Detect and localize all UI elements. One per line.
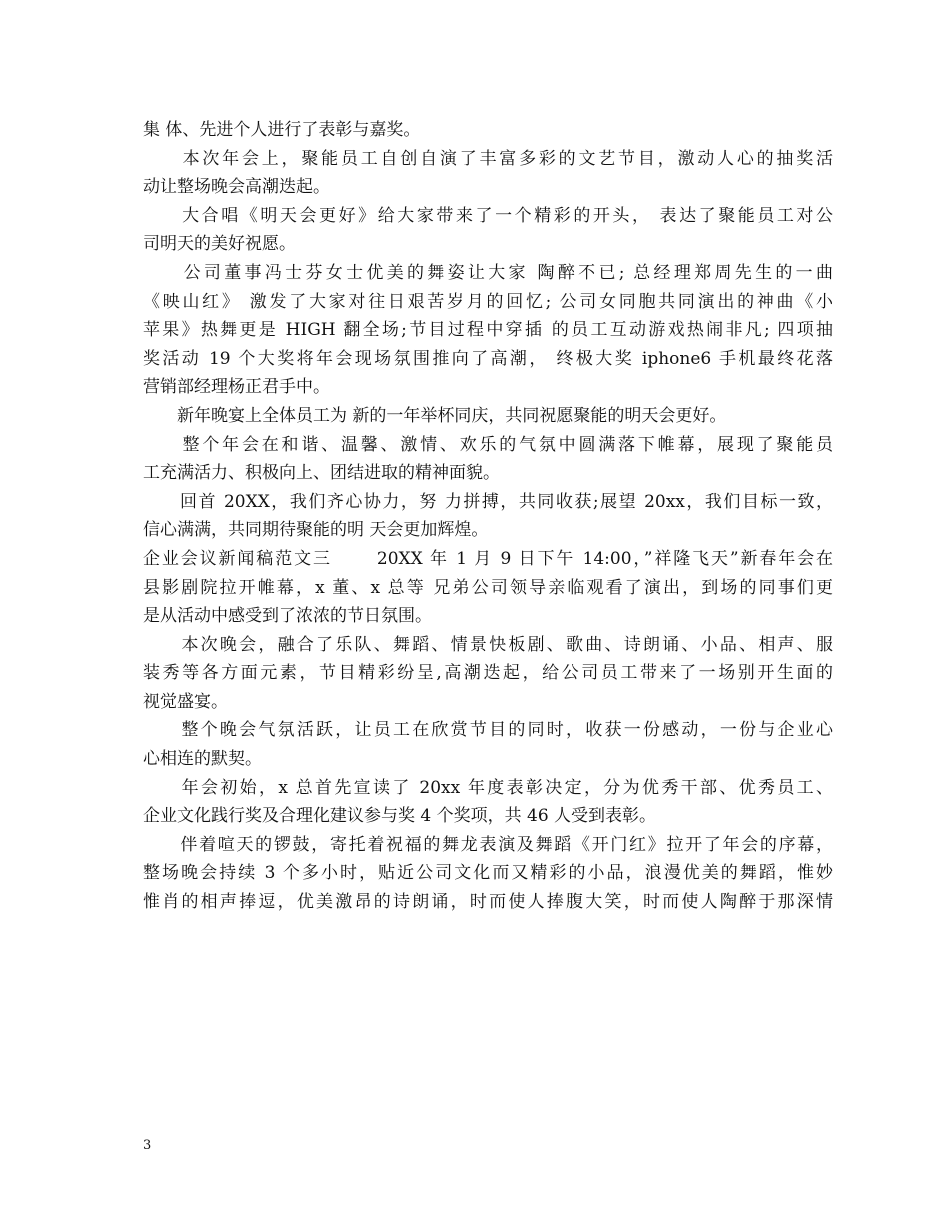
text-line: 回首 20XX，我们齐心协力，努 力拼搏，共同收获;展望 20xx，我们目标一致，: [143, 491, 833, 512]
text-line: 公司董事冯士芬女士优美的舞姿让大家 陶醉不已; 总经理郑周先生的一曲: [143, 262, 833, 283]
text-line: 视觉盛宴。: [143, 691, 228, 712]
text-line: 营销部经理杨正君手中。: [143, 377, 330, 398]
text-line: 信心满满，共同期待聚能的明 天会更加辉煌。: [143, 520, 489, 541]
text-line: 年会初始，x 总首先宣读了 20xx 年度表彰决定，分为优秀干部、优秀员工、: [143, 777, 833, 798]
text-line: 惟肖的相声捧逗，优美激昂的诗朗诵，时而使人捧腹大笑，时而使人陶醉于那深情: [143, 892, 833, 913]
text-line: 心相连的默契。: [143, 749, 262, 770]
text-line: 企业文化践行奖及合理化建议参与奖 4 个奖项，共 46 人受到表彰。: [143, 806, 657, 827]
text-line: 伴着喧天的锣鼓，寄托着祝福的舞龙表演及舞蹈《开门红》拉开了年会的序幕，: [143, 834, 833, 855]
text-line: 本次晚会，融合了乐队、舞蹈、情景快板剧、歌曲、诗朗诵、小品、相声、服: [143, 634, 833, 655]
text-line: 《映山红》 激发了大家对往日艰苦岁月的回忆; 公司女同胞共同演出的神曲《小: [143, 291, 833, 312]
text-line: 企业会议新闻稿范文三 20XX 年 1 月 9 日下午 14:00，”祥隆飞天”新春年会在: [143, 548, 833, 569]
text-line: 苹果》热舞更是 HIGH 翻全场;节目过程中穿插 的员工互动游戏热闹非凡; 四项抽: [143, 320, 833, 341]
text-line: 装秀等各方面元素，节目精彩纷呈,高潮迭起，给公司员工带来了一场别开生面的: [143, 663, 833, 684]
text-line: 整场晚会持续 3 个多小时，贴近公司文化而又精彩的小品，浪漫优美的舞蹈，惟妙: [143, 863, 833, 884]
text-line: 县影剧院拉开帷幕，x 董、x 总等 兄弟公司领导亲临观看了演出，到场的同事们更: [143, 577, 833, 598]
text-line: 整个晚会气氛活跃，让员工在欣赏节目的同时，收获一份感动，一份与企业心: [143, 720, 833, 741]
text-line: 奖活动 19 个大奖将年会现场氛围推向了高潮， 终极大奖 iphone6 手机最终花落: [143, 348, 833, 369]
page-number: 3: [143, 1138, 152, 1153]
body-text: [143, 116, 833, 917]
text-line: 工充满活力、积极向上、团结进取的精神面貌。: [143, 463, 500, 484]
text-line: 整个年会在和谐、温馨、激情、欢乐的气氛中圆满落下帷幕，展现了聚能员: [143, 434, 833, 455]
text-line: 动让整场晚会高潮迭起。: [143, 177, 330, 198]
text-line: 集 体、先进个人进行了表彰与嘉奖。: [143, 120, 421, 140]
text-line: 大合唱《明天会更好》给大家带来了一个精彩的开头， 表达了聚能员工对公: [143, 205, 833, 226]
text-line: 新年晚宴上全体员工为 新的一年举杯同庆，共同祝愿聚能的明天会更好。: [143, 405, 727, 426]
text-line: 司明天的美好祝愿。: [143, 234, 296, 255]
text-line: 本次年会上，聚能员工自创自演了丰富多彩的文艺节目，激动人心的抽奖活: [143, 148, 833, 169]
text-line: 是从活动中感受到了浓浓的节日氛围。: [143, 606, 432, 627]
